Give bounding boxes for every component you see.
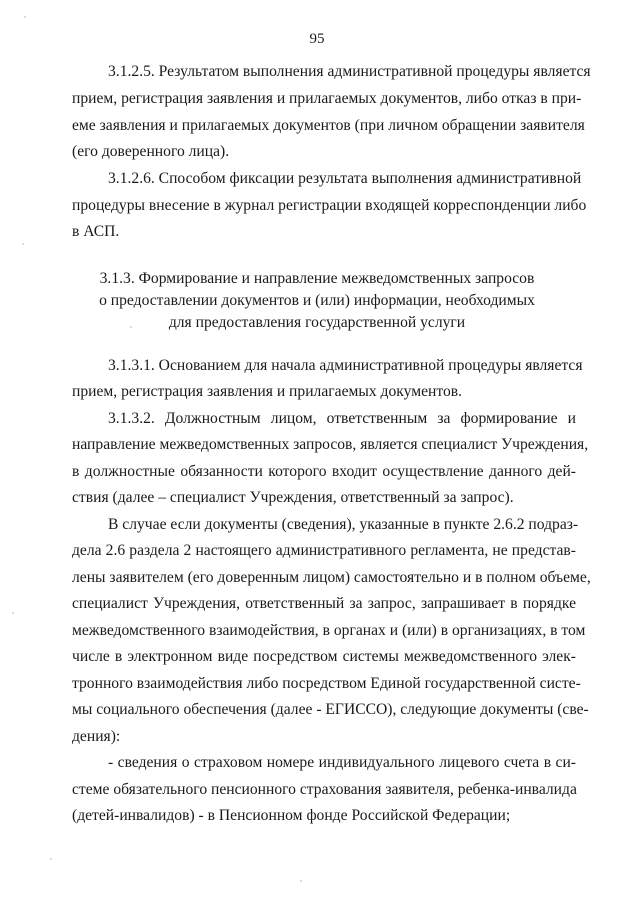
section-heading-line: 3.1.3. Формирование и направление межведомственных запросов	[99, 270, 535, 287]
text-line: в АСП.	[72, 223, 120, 240]
text-line: тронного взаимодействия либо посредством Единой государственной систе-	[72, 675, 581, 692]
text-line: специалист Учреждения, ответственный за запрос, запрашивает в порядке	[72, 595, 576, 612]
text-line: дела 2.6 раздела 2 настоящего административного регламента, не представ-	[72, 542, 576, 559]
text-line: в должностные обязанности которого входит осуществление данного дей-	[72, 463, 576, 480]
text-line: дения):	[72, 728, 121, 745]
scan-speck	[50, 858, 52, 860]
text-line: еме заявления и прилагаемых документов (при личном обращении заявителя	[72, 117, 585, 134]
scan-speck	[22, 243, 24, 245]
section-heading-line: о предоставлении документов и (или) информации, необходимых	[99, 292, 535, 309]
text-line: процедуры внесение в журнал регистрации входящей корреспонденции либо	[72, 197, 587, 214]
text-line: В случае если документы (сведения), указанные в пункте 2.6.2 подраз-	[108, 516, 579, 533]
text-line: 3.1.3.2. Должностным лицом, ответственным за формирование и	[108, 410, 576, 427]
text-line: 3.1.2.5. Результатом выполнения административной процедуры является	[108, 63, 591, 80]
text-line: стеме обязательного пенсионного страхования заявителя, ребенка-инвалида	[72, 781, 577, 798]
text-line: 3.1.3.1. Основанием для начала административной процедуры является	[108, 357, 583, 374]
text-line: мы социального обеспечения (далее - ЕГИССО), следующие документы (све-	[72, 701, 589, 718]
page-number: 95	[309, 31, 325, 47]
text-line: направление межведомственных запросов, является специалист Учреждения,	[72, 436, 589, 453]
section-heading-line: для предоставления государственной услуги	[168, 314, 466, 331]
text-line: (его доверенного лица).	[72, 143, 230, 160]
scan-speck	[300, 880, 302, 882]
scan-speck	[24, 16, 26, 18]
text-line: - сведения о страховом номере индивидуального лицевого счета в си-	[108, 754, 576, 771]
text-line: лены заявителем (его доверенным лицом) самостоятельно и в полном объеме,	[72, 569, 591, 586]
scan-speck	[130, 326, 132, 328]
text-line: 3.1.2.6. Способом фиксации результата выполнения административной	[108, 170, 582, 187]
text-line: прием, регистрация заявления и прилагаемых документов.	[72, 383, 463, 400]
text-line: межведомственного взаимодействия, в органах и (или) в организациях, в том	[72, 622, 586, 639]
scan-speck	[12, 612, 14, 614]
text-line: числе в электронном виде посредством системы межведомственного элек-	[72, 648, 576, 665]
text-line: ствия (далее – специалист Учреждения, ответственный за запрос).	[72, 489, 514, 506]
text-line: (детей-инвалидов) - в Пенсионном фонде Российской Федерации;	[72, 807, 511, 824]
text-line: прием, регистрация заявления и прилагаемых документов, либо отказ в при-	[72, 90, 582, 107]
